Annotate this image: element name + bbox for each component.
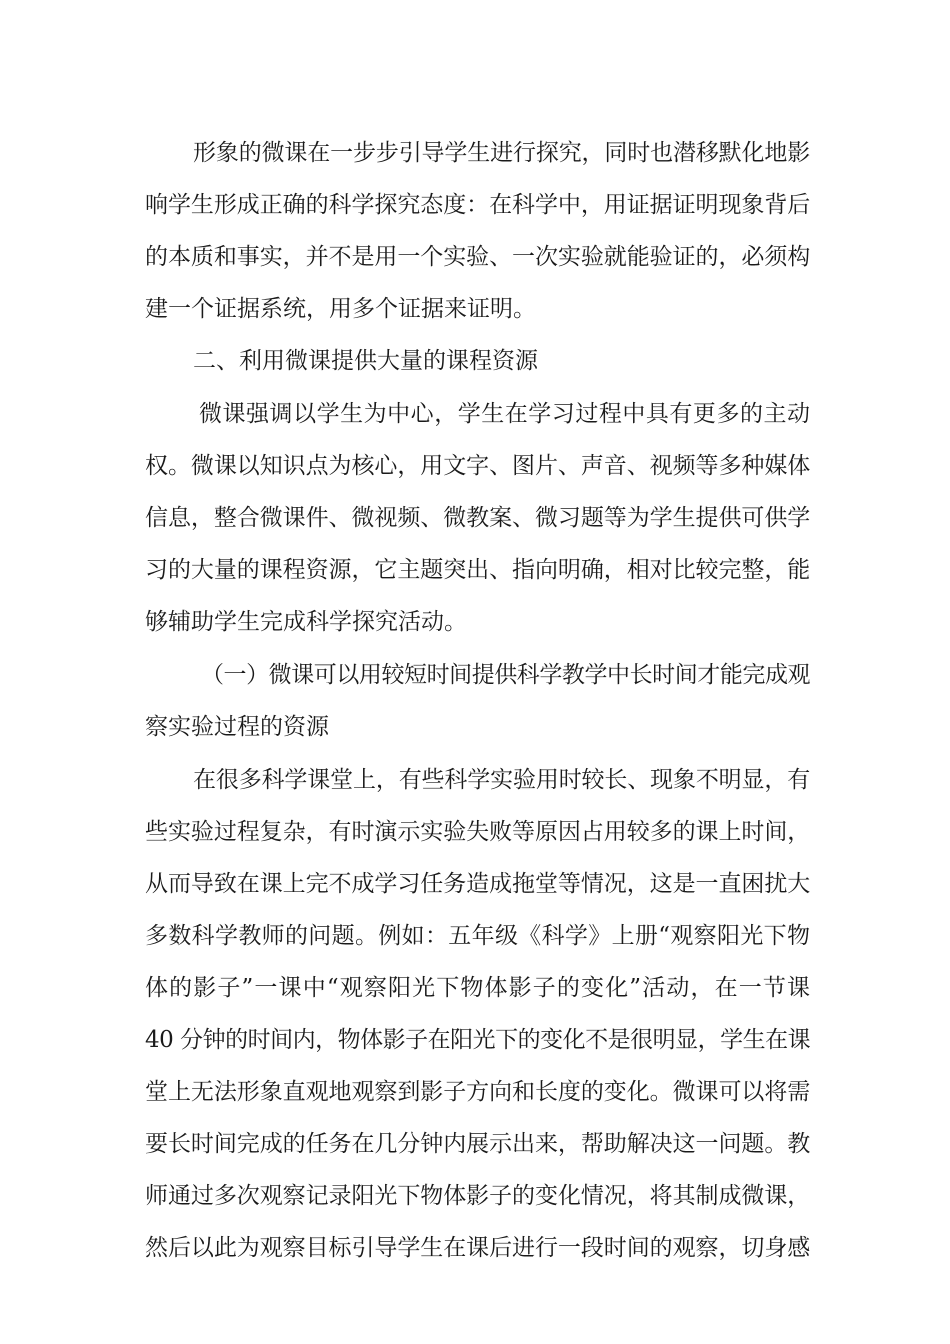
- paragraph-line: 的本质和事实，并不是用一个实验、一次实验就能验证的，必须构: [145, 244, 810, 270]
- subsection-heading: 察实验过程的资源: [145, 714, 329, 740]
- paragraph-line: 些实验过程复杂，有时演示实验失败等原因占用较多的课上时间，: [145, 819, 810, 845]
- paragraph-line: 多数科学教师的问题。例如：五年级《科学》上册“观察阳光下物: [145, 923, 810, 949]
- subsection-heading: （一）微课可以用较短时间提供科学教学中长时间才能完成观: [201, 662, 810, 688]
- paragraph-line: 师通过多次观察记录阳光下物体影子的变化情况，将其制成微课，: [145, 1183, 810, 1209]
- paragraph-line: 权。微课以知识点为核心，用文字、图片、声音、视频等多种媒体: [145, 453, 810, 479]
- paragraph-line: 习的大量的课程资源，它主题突出、指向明确，相对比较完整，能: [145, 557, 810, 583]
- section-heading: 二、利用微课提供大量的课程资源: [193, 348, 538, 374]
- paragraph-line: 体的影子”一课中“观察阳光下物体影子的变化”活动，在一节课: [145, 975, 810, 1001]
- paragraph-line: 微课强调以学生为中心，学生在学习过程中具有更多的主动: [199, 401, 810, 427]
- paragraph-line: 要长时间完成的任务在几分钟内展示出来，帮助解决这一问题。教: [145, 1131, 810, 1157]
- paragraph-line: 然后以此为观察目标引导学生在课后进行一段时间的观察，切身感: [145, 1235, 810, 1261]
- paragraph-line: 响学生形成正确的科学探究态度：在科学中，用证据证明现象背后: [145, 192, 810, 218]
- paragraph-line: 建一个证据系统，用多个证据来证明。: [145, 296, 536, 322]
- paragraph-line: 信息，整合微课件、微视频、微教案、微习题等为学生提供可供学: [145, 505, 810, 531]
- paragraph-line: 40 分钟的时间内，物体影子在阳光下的变化不是很明显，学生在课: [145, 1027, 811, 1053]
- paragraph-line: 在很多科学课堂上，有些科学实验用时较长、现象不明显，有: [193, 767, 810, 793]
- paragraph-line: 形象的微课在一步步引导学生进行探究，同时也潜移默化地影: [193, 140, 810, 166]
- paragraph-line: 堂上无法形象直观地观察到影子方向和长度的变化。微课可以将需: [145, 1079, 810, 1105]
- paragraph-line: 从而导致在课上完不成学习任务造成拖堂等情况，这是一直困扰大: [145, 871, 810, 897]
- paragraph-line: 够辅助学生完成科学探究活动。: [145, 609, 467, 635]
